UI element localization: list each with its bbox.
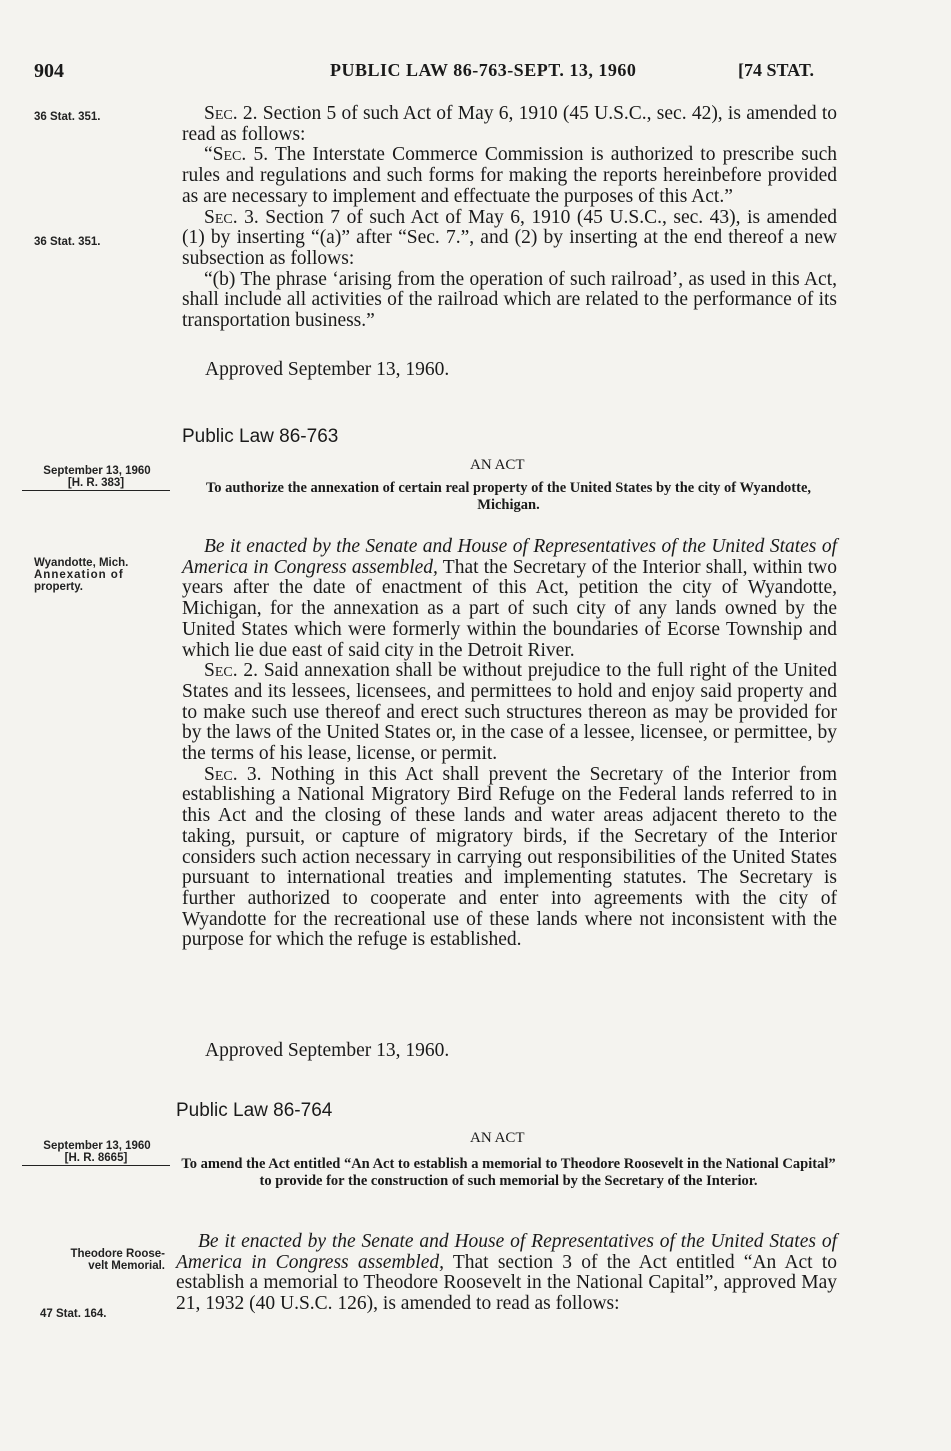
section-label: “Sec. 5.: [204, 144, 269, 166]
section-label: Sec. 3.: [204, 206, 259, 228]
margin-bill: [H. R. 383]: [22, 477, 170, 491]
paragraph: [176, 1232, 837, 1315]
margin-subject-line: velt Memorial.: [88, 1260, 165, 1272]
paragraph-text: That section 3 of the Act entitled “An Act to establish a memorial to Theodore Roosevelt in the National Capital”, approved May 21, 1932 (40 U.S.C. 126), is amended to read as follows:: [176, 1251, 837, 1315]
public-law-heading: Public Law 86-764: [176, 1100, 333, 1121]
enacting-clause: Be it enacted by the Senate and House of Representatives of the United States of America in Congress assembled,: [182, 536, 837, 578]
paragraph: [182, 765, 837, 951]
an-act-heading: AN ACT: [470, 457, 525, 473]
paragraph: [182, 661, 837, 765]
volume-ref: [74 STAT.: [738, 60, 815, 80]
paragraph: [182, 104, 837, 145]
paragraph-text: The Interstate Commerce Commission is authorized to prescribe such rules and regulations and such forms for making the reports hereinbefore provided as are necessary to implement and effectuate the purposes of this Act.”: [182, 144, 838, 207]
margin-date-block: [22, 1140, 172, 1166]
paragraph-text: Nothing in this Act shall prevent the Secretary of the Interior from establishing a National Migratory Bird Refuge on the Federal lands referred to in this Act and the closing of these lands and water areas adjacent thereto to the taking, pursuit, or capture of migratory birds, if the Secretary of the Interior considers such action necessary in carrying out responsibilities of the United States pursuant to international treaties and implementing statutes. The Secretary is further authorized to cooperate and enter into agreements with the city of Wyandotte for the recreational use of these lands where not inconsistent with the purpose for which the refuge is established.: [182, 763, 837, 951]
enacting-clause: Be it enacted by the Senate and House of Representatives of the United States of America in Congress assembled,: [176, 1231, 837, 1273]
paragraph: [182, 145, 837, 207]
margin-date-block: [22, 465, 172, 491]
section-label: Sec. 2.: [204, 660, 259, 682]
paragraph: “(b) The phrase ‘arising from the operation of such railroad’, as used in this Act, shall include all activities of the railroad which are related to the performance of its transportation business.”: [182, 268, 837, 332]
law-764-body: [176, 1232, 837, 1315]
margin-bill: [H. R. 8665]: [22, 1152, 170, 1166]
paragraph: [182, 537, 837, 661]
running-title: PUBLIC LAW 86-763-SEPT. 13, 1960: [330, 60, 637, 80]
paragraph-text: Section 7 of such Act of May 6, 1910 (45 U.S.C., sec. 43), is amended (1) by inserting “(a)” after “Sec. 7.”, and (2) by inserting at the end thereof a new subsection as follows:: [182, 206, 837, 269]
margin-citation: 47 Stat. 164.: [40, 1308, 107, 1320]
margin-subject-line: Annexation of: [34, 569, 124, 581]
section-label: Sec. 2.: [204, 103, 258, 124]
page-number: 904: [34, 60, 64, 82]
act-purpose: To authorize the annexation of certain real property of the United States by the city of Wyandotte, Michigan.: [205, 480, 812, 513]
margin-citation: 36 Stat. 351.: [34, 236, 101, 248]
margin-subject-line: Theodore Roose-: [70, 1248, 165, 1260]
paragraph-text: Section 5 of such Act of May 6, 1910 (45 U.S.C., sec. 42), is amended to read as follows:: [182, 103, 837, 145]
margin-subject-line: Wyandotte, Mich.: [34, 557, 129, 569]
margin-date: September 13, 1960: [43, 1140, 151, 1152]
law-763-body: [182, 537, 837, 951]
section-label: Sec. 3.: [204, 763, 262, 785]
margin-citation: 36 Stat. 351.: [34, 111, 101, 123]
act-purpose: To amend the Act entitled “An Act to establish a memorial to Theodore Roosevelt in the National Capital” to provide for the construction of such memorial by the Secretary of the Interior.: [181, 1156, 836, 1189]
margin-date: September 13, 1960: [43, 465, 151, 477]
margin-subject: [34, 557, 184, 593]
public-law-heading: Public Law 86-763: [182, 426, 339, 447]
margin-subject: [20, 1248, 165, 1272]
approval-line: Approved September 13, 1960.: [205, 359, 450, 380]
approval-line: Approved September 13, 1960.: [205, 1040, 450, 1061]
section-top: [182, 104, 837, 332]
margin-subject-line: property.: [34, 581, 83, 593]
paragraph-text: Said annexation shall be without prejudice to the full right of the United States and its lessees, licensees, and permittees to hold and enjoy said property and to make such use thereof and erect such structures thereon as may be provided for by the laws of the United States or, in the case of a lessee, licensee, or permittee, by the terms of his lease, license, or permit.: [182, 660, 837, 765]
paragraph: [182, 208, 837, 270]
an-act-heading: AN ACT: [470, 1130, 525, 1146]
paragraph-text: That the Secretary of the Interior shall, within two years after the date of enactment of this Act, petition the city of Wyandotte, Michigan, for the annexation as a part of such city of any lands owned by the United States which were formerly within the boundaries of Ecorse Township and which lie due east of said city in the Detroit River.: [182, 556, 837, 661]
